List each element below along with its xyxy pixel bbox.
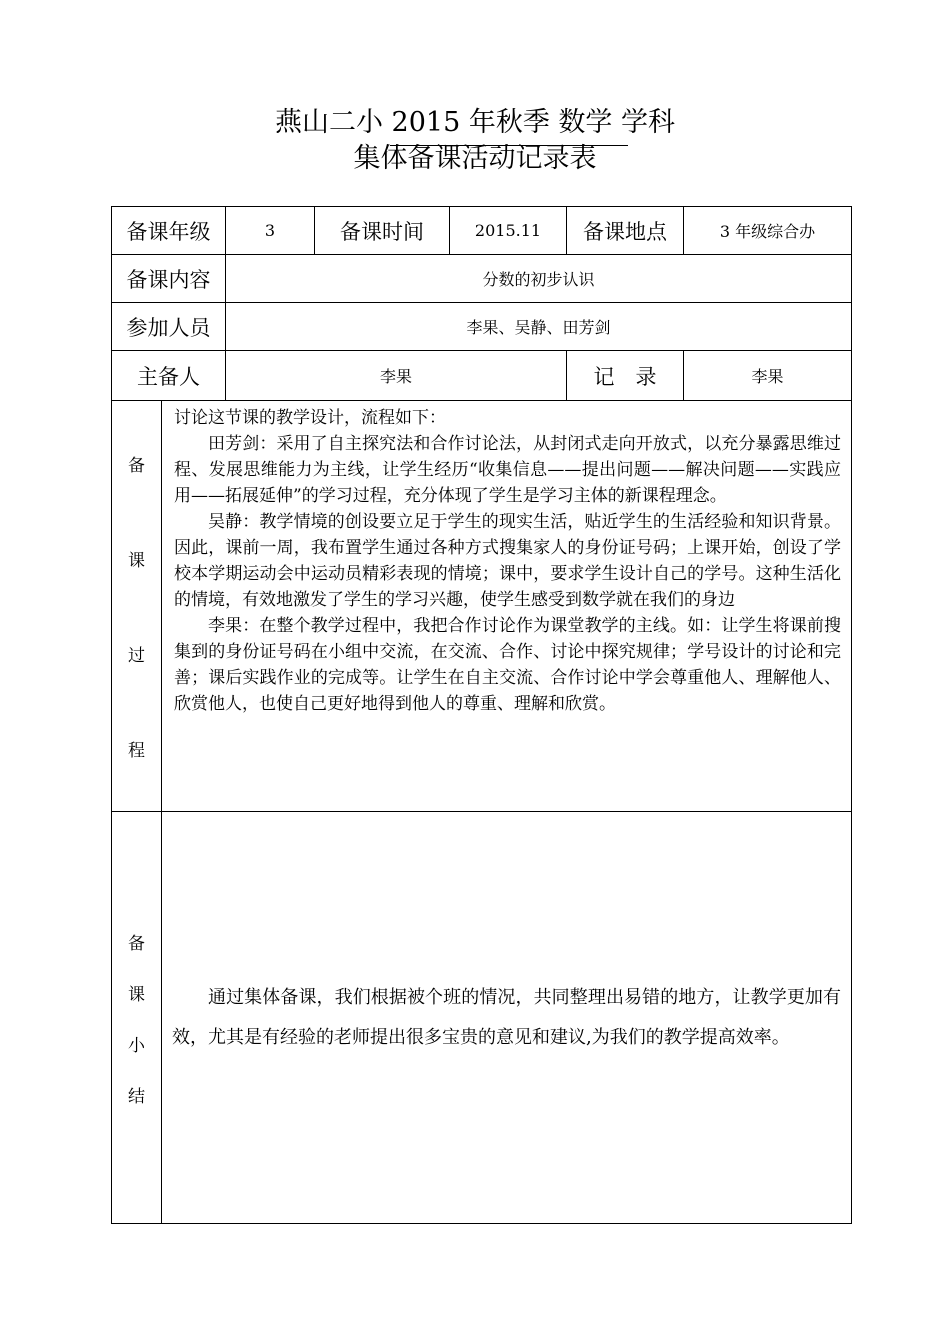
process-label-char: 备	[128, 456, 145, 476]
content-value: 分数的初步认识	[226, 255, 852, 303]
process-label-char: 过	[128, 646, 145, 666]
time-value: 2015.11	[450, 207, 567, 255]
summary-row	[112, 812, 852, 1224]
process-intro: 讨论这节课的教学设计，流程如下：	[174, 408, 446, 428]
lead-value: 李果	[226, 351, 567, 401]
process-row	[112, 401, 852, 812]
process-label-char: 课	[128, 551, 145, 571]
summary-content	[162, 812, 852, 1224]
header-row	[112, 207, 852, 255]
recorder-label: 记 录	[567, 351, 684, 401]
summary-label-char: 课	[128, 984, 145, 1005]
content-label: 备课内容	[112, 255, 226, 303]
process-paragraph: 吴静：教学情境的创设要立足于学生的现实生活，贴近学生的生活经验和知识背景。因此，课前一周，我布置学生通过各种方式搜集家人的身份证号码；上课开始，创设了学校本学期运动会中运动员精彩表现的情境；课中，要求学生设计自己的学号。这种生活化的情境，有效地激发了学生的学习兴趣，使学生感受到数学就在我们的身边	[174, 512, 841, 610]
summary-label-char: 结	[128, 1086, 145, 1107]
place-value: 3 年级综合办	[684, 207, 852, 255]
lead-row	[112, 351, 852, 401]
summary-label-char: 备	[128, 933, 145, 954]
content-row	[112, 255, 852, 303]
participants-label: 参加人员	[112, 303, 226, 351]
process-paragraph: 田芳剑：采用了自主探究法和合作讨论法，从封闭式走向开放式，以充分暴露思维过程、发展思维能力为主线，让学生经历“收集信息——提出问题——解决问题——实践应用——拓展延伸”的学习过程，充分体现了学生是学习主体的新课程理念。	[174, 434, 841, 506]
record-table	[111, 206, 852, 1224]
form-title-line1: 燕山二小 2015 年秋季 数学 学科	[274, 107, 676, 138]
grade-label: 备课年级	[112, 207, 226, 255]
form-title-line2: 集体备课活动记录表	[353, 143, 597, 174]
process-label-char: 程	[128, 741, 145, 761]
process-content	[162, 401, 852, 812]
summary-label	[112, 812, 162, 1224]
summary-label-char: 小	[128, 1035, 145, 1056]
place-label: 备课地点	[567, 207, 684, 255]
summary-text: 通过集体备课，我们根据被个班的情况，共同整理出易错的地方，让教学更加有效，尤其是有经验的老师提出很多宝贵的意见和建议,为我们的教学提高效率。	[172, 986, 841, 1048]
lead-label: 主备人	[112, 351, 226, 401]
participants-value: 李果、吴静、田芳剑	[226, 303, 852, 351]
title-underline	[390, 145, 628, 146]
recorder-value: 李果	[684, 351, 852, 401]
participants-row	[112, 303, 852, 351]
grade-value: 3	[226, 207, 315, 255]
process-paragraph: 李果：在整个教学过程中，我把合作讨论作为课堂教学的主线。如：让学生将课前搜集到的身份证号码在小组中交流，在交流、合作、讨论中探究规律；学号设计的讨论和完善；课后实践作业的完成等。让学生在自主交流、合作讨论中学会尊重他人、理解他人、欣赏他人，也使自己更好地得到他人的尊重、理解和欣赏。	[174, 616, 841, 714]
time-label: 备课时间	[315, 207, 450, 255]
process-label	[112, 401, 162, 812]
